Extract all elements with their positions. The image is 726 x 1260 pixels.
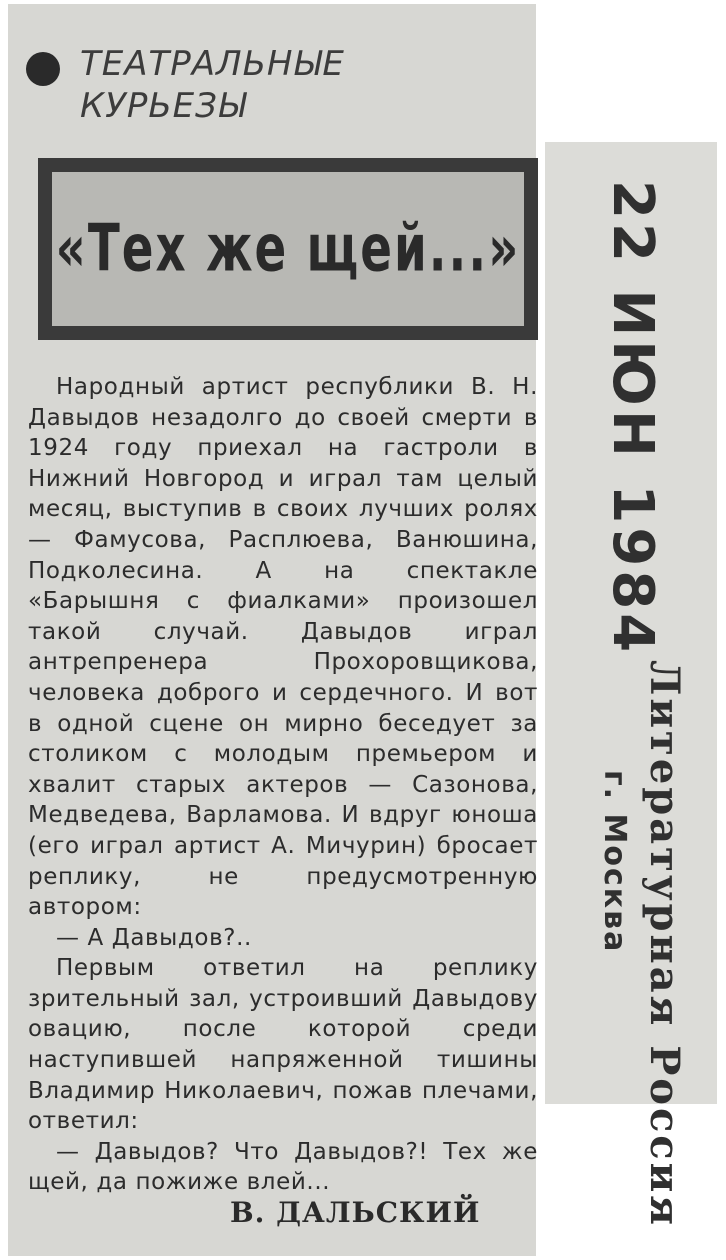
author-signature: В. ДАЛЬСКИЙ: [230, 1196, 481, 1229]
article-paragraph: Первым ответил на реплику зрительный зал, устроивший Давыдову овацию, после которой среди наступившей напряженной тишины Владимир Николаевич, пожав плечами, ответил:: [28, 955, 538, 1135]
article-title: «Тех же щей...»: [55, 211, 521, 287]
stamp-city: г. Москва: [597, 770, 632, 954]
article-paragraph: Народный артист республики В. Н. Давыдов незадолго до своей смерти в 1924 году приехал на гастроли в Нижний Новгород и играл там целый месяц, выступив в своих лучших ролях — Фамусова, Расплюева, Ванюшина, Подколесина. А на спектакле «Барышня с фиалками» произошел такой случай. Давыдов играл антрепренера Прохоровщикова, человека доброго и сердечного. И вот в одной сцене он мирно беседует за столиком с молодым премьером и хвалит старых актеров — Сазонова, Медведева, Варламова. И вдруг юноша (его играл артист А. Мичурин) бросает реплику, не предусмотренную автором:: [28, 374, 538, 921]
rubric-line-1: ТЕАТРАЛЬНЫЕ: [80, 44, 345, 84]
title-frame: [38, 158, 538, 340]
stamp-newspaper: Литературная Россия: [641, 660, 688, 1228]
article-body: [28, 372, 538, 1198]
stamp-date: 22 ИЮН 1984: [600, 180, 665, 657]
title-plate: [52, 172, 524, 326]
rubric-line-2: КУРЬЕЗЫ: [80, 86, 247, 126]
article-paragraph: — Давыдов? Что Давыдов?! Тех же щей, да пожиже влей...: [28, 1138, 538, 1196]
bullet-icon: [26, 52, 60, 86]
article-paragraph: — А Давыдов?..: [56, 924, 252, 951]
